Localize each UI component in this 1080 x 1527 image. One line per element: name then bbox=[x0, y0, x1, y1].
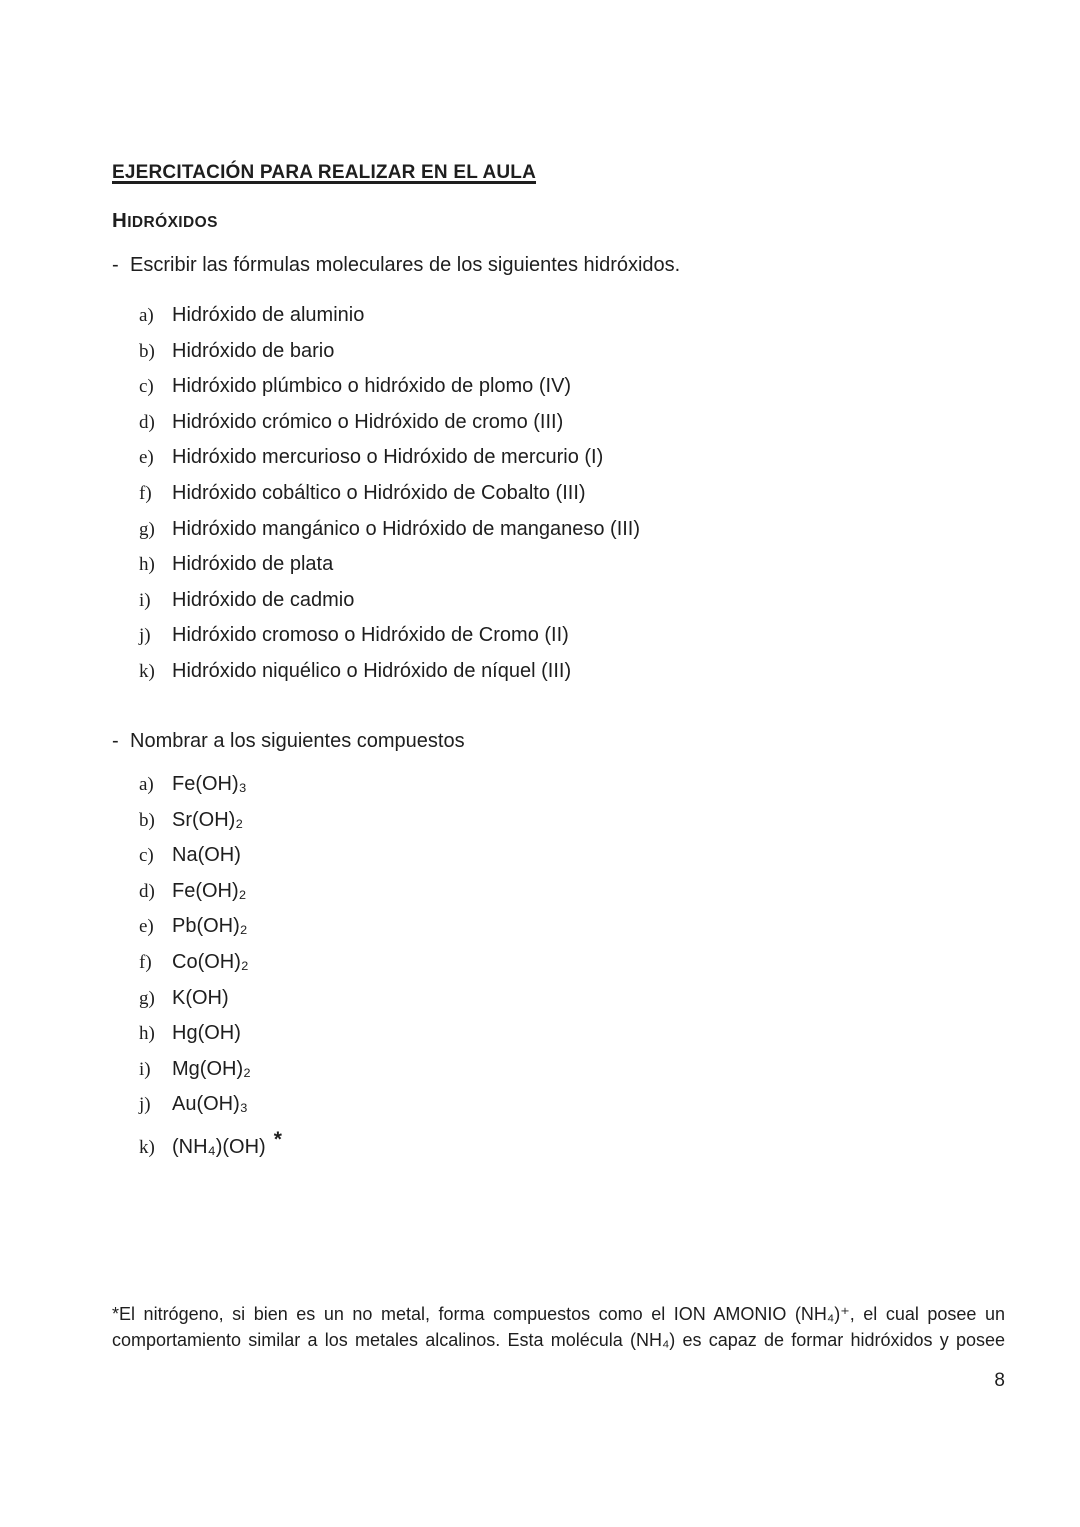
list-item bbox=[139, 767, 282, 803]
exercise-instruction-write-formulas bbox=[112, 254, 680, 277]
list-item-text: Fe(OH)₃ bbox=[172, 773, 247, 795]
list-item-marker: c) bbox=[139, 376, 154, 398]
list-item bbox=[139, 654, 640, 690]
list-item-text: Fe(OH)₂ bbox=[172, 879, 247, 902]
list-item-marker: k) bbox=[139, 1136, 155, 1158]
list-item-text: Hidróxido de plata bbox=[172, 553, 334, 576]
list-item bbox=[139, 874, 282, 910]
list-item-text: Pb(OH)₂ bbox=[172, 915, 248, 938]
list-item bbox=[139, 838, 282, 874]
list-item-text: Mg(OH)₂ bbox=[172, 1057, 251, 1080]
list-item-text: Hg(OH) bbox=[172, 1022, 241, 1045]
list-item-text: Au(OH)₃ bbox=[172, 1093, 248, 1116]
list-item-text: Hidróxido de cadmio bbox=[172, 588, 355, 611]
compound-formula-list bbox=[139, 767, 282, 1166]
list-item-text: (NH₄)(OH) bbox=[172, 1135, 266, 1158]
page-number: 8 bbox=[994, 1370, 1005, 1391]
list-item-marker: i) bbox=[139, 589, 151, 611]
list-item bbox=[139, 981, 282, 1017]
list-item-marker: j) bbox=[139, 1094, 151, 1116]
list-item bbox=[139, 512, 640, 548]
list-item bbox=[139, 369, 640, 405]
footnote: *El nitrógeno, si bien es un no metal, forma compuestos como el ION AMONIO (NH₄)⁺, el cual posee un comportamiento similar a los metales alcalinos. Esta molécula (NH₄) es capaz de formar hidróxidos y posee bbox=[112, 1304, 1005, 1350]
list-item bbox=[139, 803, 282, 839]
list-item bbox=[139, 1127, 282, 1166]
list-item-text: Hidróxido cobáltico o Hidróxido de Cobalto (III) bbox=[172, 481, 586, 504]
exercise-instruction-name-compounds bbox=[112, 730, 465, 753]
list-item bbox=[139, 1052, 282, 1088]
instruction-text: Escribir las fórmulas moleculares de los siguientes hidróxidos. bbox=[130, 254, 681, 276]
list-item bbox=[139, 945, 282, 981]
list-item bbox=[139, 1087, 282, 1123]
list-item bbox=[139, 583, 640, 619]
dash-bullet: - bbox=[112, 730, 119, 752]
list-item-text: Hidróxido mangánico o Hidróxido de manganeso (III) bbox=[172, 517, 641, 540]
list-item bbox=[139, 334, 640, 370]
hydroxide-name-list bbox=[139, 298, 640, 690]
list-item bbox=[139, 440, 640, 476]
list-item-text: Hidróxido plúmbico o hidróxido de plomo (IV) bbox=[172, 375, 572, 398]
dash-bullet: - bbox=[112, 254, 119, 276]
list-item-marker: e) bbox=[139, 916, 154, 938]
list-item-marker: i) bbox=[139, 1058, 151, 1080]
list-item-text: Co(OH)₂ bbox=[172, 950, 249, 973]
list-item-marker: h) bbox=[139, 1023, 155, 1045]
list-item-marker: d) bbox=[139, 411, 155, 433]
list-item bbox=[139, 1016, 282, 1052]
list-item-text: Hidróxido de bario bbox=[172, 339, 335, 362]
list-item-text: Na(OH) bbox=[172, 844, 241, 867]
list-item-marker: a) bbox=[139, 305, 154, 326]
list-item-marker: d) bbox=[139, 880, 155, 902]
list-item bbox=[139, 547, 640, 583]
list-item-marker: b) bbox=[139, 340, 155, 362]
list-item-marker: h) bbox=[139, 554, 155, 576]
section-heading-hidroxidos: HIDRÓXIDOS bbox=[112, 209, 218, 232]
list-item bbox=[139, 405, 640, 441]
list-item-marker: e) bbox=[139, 447, 154, 469]
list-item-marker: f) bbox=[139, 951, 152, 973]
list-item-text: Hidróxido mercurioso o Hidróxido de mercurio (I) bbox=[172, 446, 604, 469]
footnote-reference-asterisk: * bbox=[273, 1127, 282, 1151]
list-item bbox=[139, 618, 640, 654]
list-item-text: Hidróxido cromoso o Hidróxido de Cromo (II) bbox=[172, 624, 569, 647]
list-item bbox=[139, 909, 282, 945]
list-item-marker: c) bbox=[139, 845, 154, 867]
list-item-marker: j) bbox=[139, 625, 151, 647]
list-item-text: Hidróxido de aluminio bbox=[172, 304, 365, 326]
list-item bbox=[139, 476, 640, 512]
list-item-marker: g) bbox=[139, 518, 155, 540]
list-item-marker: k) bbox=[139, 660, 155, 682]
list-item-text: Sr(OH)₂ bbox=[172, 808, 244, 831]
list-item bbox=[139, 298, 640, 334]
page-title: EJERCITACIÓN PARA REALIZAR EN EL AULA bbox=[112, 162, 537, 183]
list-item-marker: g) bbox=[139, 987, 155, 1009]
list-item-marker: f) bbox=[139, 482, 152, 504]
instruction-text: Nombrar a los siguientes compuestos bbox=[130, 730, 465, 752]
list-item-marker: b) bbox=[139, 809, 155, 831]
list-item-marker: a) bbox=[139, 774, 154, 795]
list-item-text: Hidróxido niquélico o Hidróxido de níquel (III) bbox=[172, 659, 572, 682]
list-item-text: K(OH) bbox=[172, 986, 229, 1009]
list-item-text: Hidróxido crómico o Hidróxido de cromo (III) bbox=[172, 410, 564, 433]
